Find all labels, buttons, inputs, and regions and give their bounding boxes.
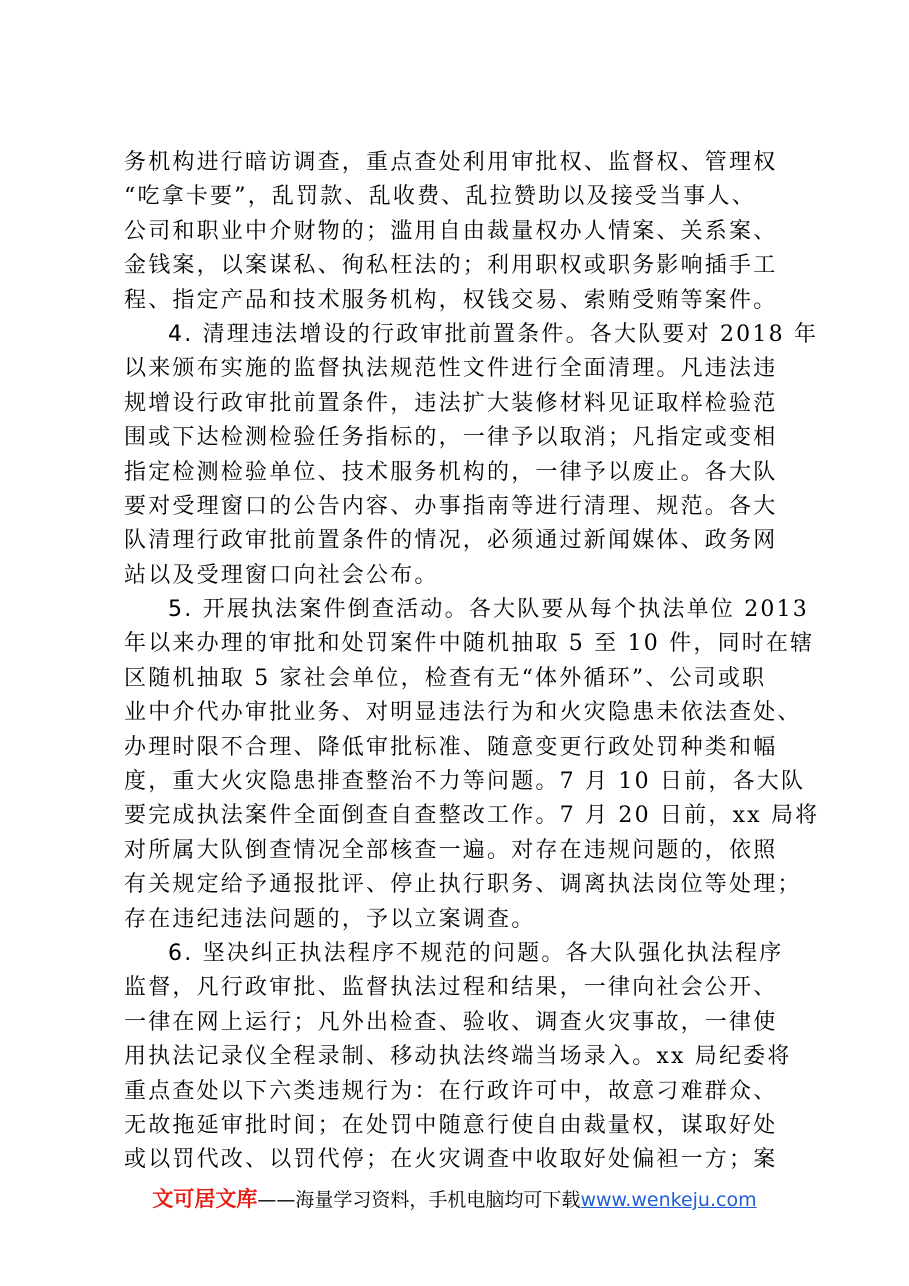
text-line: 公司和职业中介财物的；滥用自由裁量权办人情案、关系案、	[124, 218, 778, 244]
text-line: 年以来办理的审批和处罚案件中随机抽取 5 至 10 件，同时在辖	[124, 631, 815, 657]
section-5-first-line	[124, 593, 809, 627]
section-6	[124, 937, 792, 1178]
section-5-heading: 5. 开展执法案件倒查活动。	[168, 597, 469, 623]
text-line: 重点查处以下六类违规行为：在行政许可中，故意刁难群众、	[124, 1078, 778, 1104]
section-6-first-line	[124, 937, 789, 971]
text-line: 队清理行政审批前置条件的情况，必须通过新闻媒体、政务网	[124, 528, 778, 554]
page-footer	[0, 1183, 909, 1213]
text-line: 对所属大队倒查情况全部核查一遍。对存在违规问题的，依照	[124, 837, 778, 863]
section-6-first-line-text: 各大队强化执法程序	[565, 940, 784, 966]
section-6-heading: 6. 坚决纠正执法程序不规范的问题。	[168, 940, 566, 966]
text-line: 程、指定产品和技术服务机构，权钱交易、索贿受贿等案件。	[124, 287, 778, 313]
text-line: 一律在网上运行；凡外出检查、验收、调查火灾事故，一律使	[124, 1009, 778, 1035]
text-line: “吃拿卡要”，乱罚款、乱收费、乱拉赞助以及接受当事人、	[124, 184, 756, 210]
text-line: 指定检测检验单位、技术服务机构的，一律予以废止。各大队	[124, 459, 778, 485]
text-line: 有关规定给予通报批评、停止执行职务、调离执法岗位等处理；	[124, 872, 802, 898]
text-line: 度，重大火灾隐患排查整治不力等问题。7 月 10 日前，各大队	[124, 769, 806, 795]
section-4	[124, 318, 819, 593]
text-line: 金钱案，以案谋私、徇私枉法的；利用职权或职务影响插手工	[124, 253, 778, 279]
text-line: 监督，凡行政审批、监督执法过程和结果，一律向社会公开、	[124, 975, 778, 1001]
text-line: 以来颁布实施的监督执法规范性文件进行全面清理。凡违法违	[124, 356, 778, 382]
text-line: 办理时限不合理、降低审批标准、随意变更行政处罚种类和幅	[124, 734, 778, 760]
text-line: 无故拖延审批时间；在处罚中随意行使自由裁量权，谋取好处	[124, 1112, 778, 1138]
section-4-heading: 4. 清理违法增设的行政审批前置条件。	[168, 321, 590, 347]
text-line: 或以罚代改、以罚代停；在火灾调查中收取好处偏袒一方；案	[124, 1147, 778, 1173]
footer-slogan: ——海量学习资料，手机电脑均可下载	[257, 1189, 581, 1211]
text-line: 要完成执法案件全面倒查自查整改工作。7 月 20 日前，xx 局将	[124, 803, 820, 829]
section-4-first-line	[124, 318, 819, 352]
footer-site-link[interactable]: www.wenkeju.com	[580, 1189, 757, 1211]
text-line: 站以及受理窗口向社会公布。	[124, 562, 439, 588]
section-5-first-line-text: 各大队要从每个执法单位 2013	[468, 597, 809, 623]
section-4-first-line-text: 各大队要对 2018 年	[589, 321, 819, 347]
paragraph-3-tail	[124, 146, 789, 318]
section-5	[124, 593, 820, 937]
text-line: 用执法记录仪全程录制、移动执法终端当场录入。xx 局纪委将	[124, 1044, 792, 1070]
text-line: 要对受理窗口的公告内容、办事指南等进行清理、规范。各大	[124, 493, 778, 519]
text-line: 务机构进行暗访调查，重点查处利用审批权、监督权、管理权	[124, 150, 778, 175]
text-line: 区随机抽取 5 家社会单位，检查有无“体外循环”、公司或职	[124, 665, 767, 691]
document-body	[124, 146, 820, 1178]
footer-brand: 文可居文库	[152, 1187, 258, 1211]
text-line: 业中介代办审批业务、对明显违法行为和火灾隐患未依法查处、	[124, 700, 802, 726]
text-line: 围或下达检测检验任务指标的，一律予以取消；凡指定或变相	[124, 425, 778, 451]
text-line: 存在违纪违法问题的，予以立案调查。	[124, 906, 536, 932]
text-line: 规增设行政审批前置条件，违法扩大装修材料见证取样检验范	[124, 390, 778, 416]
